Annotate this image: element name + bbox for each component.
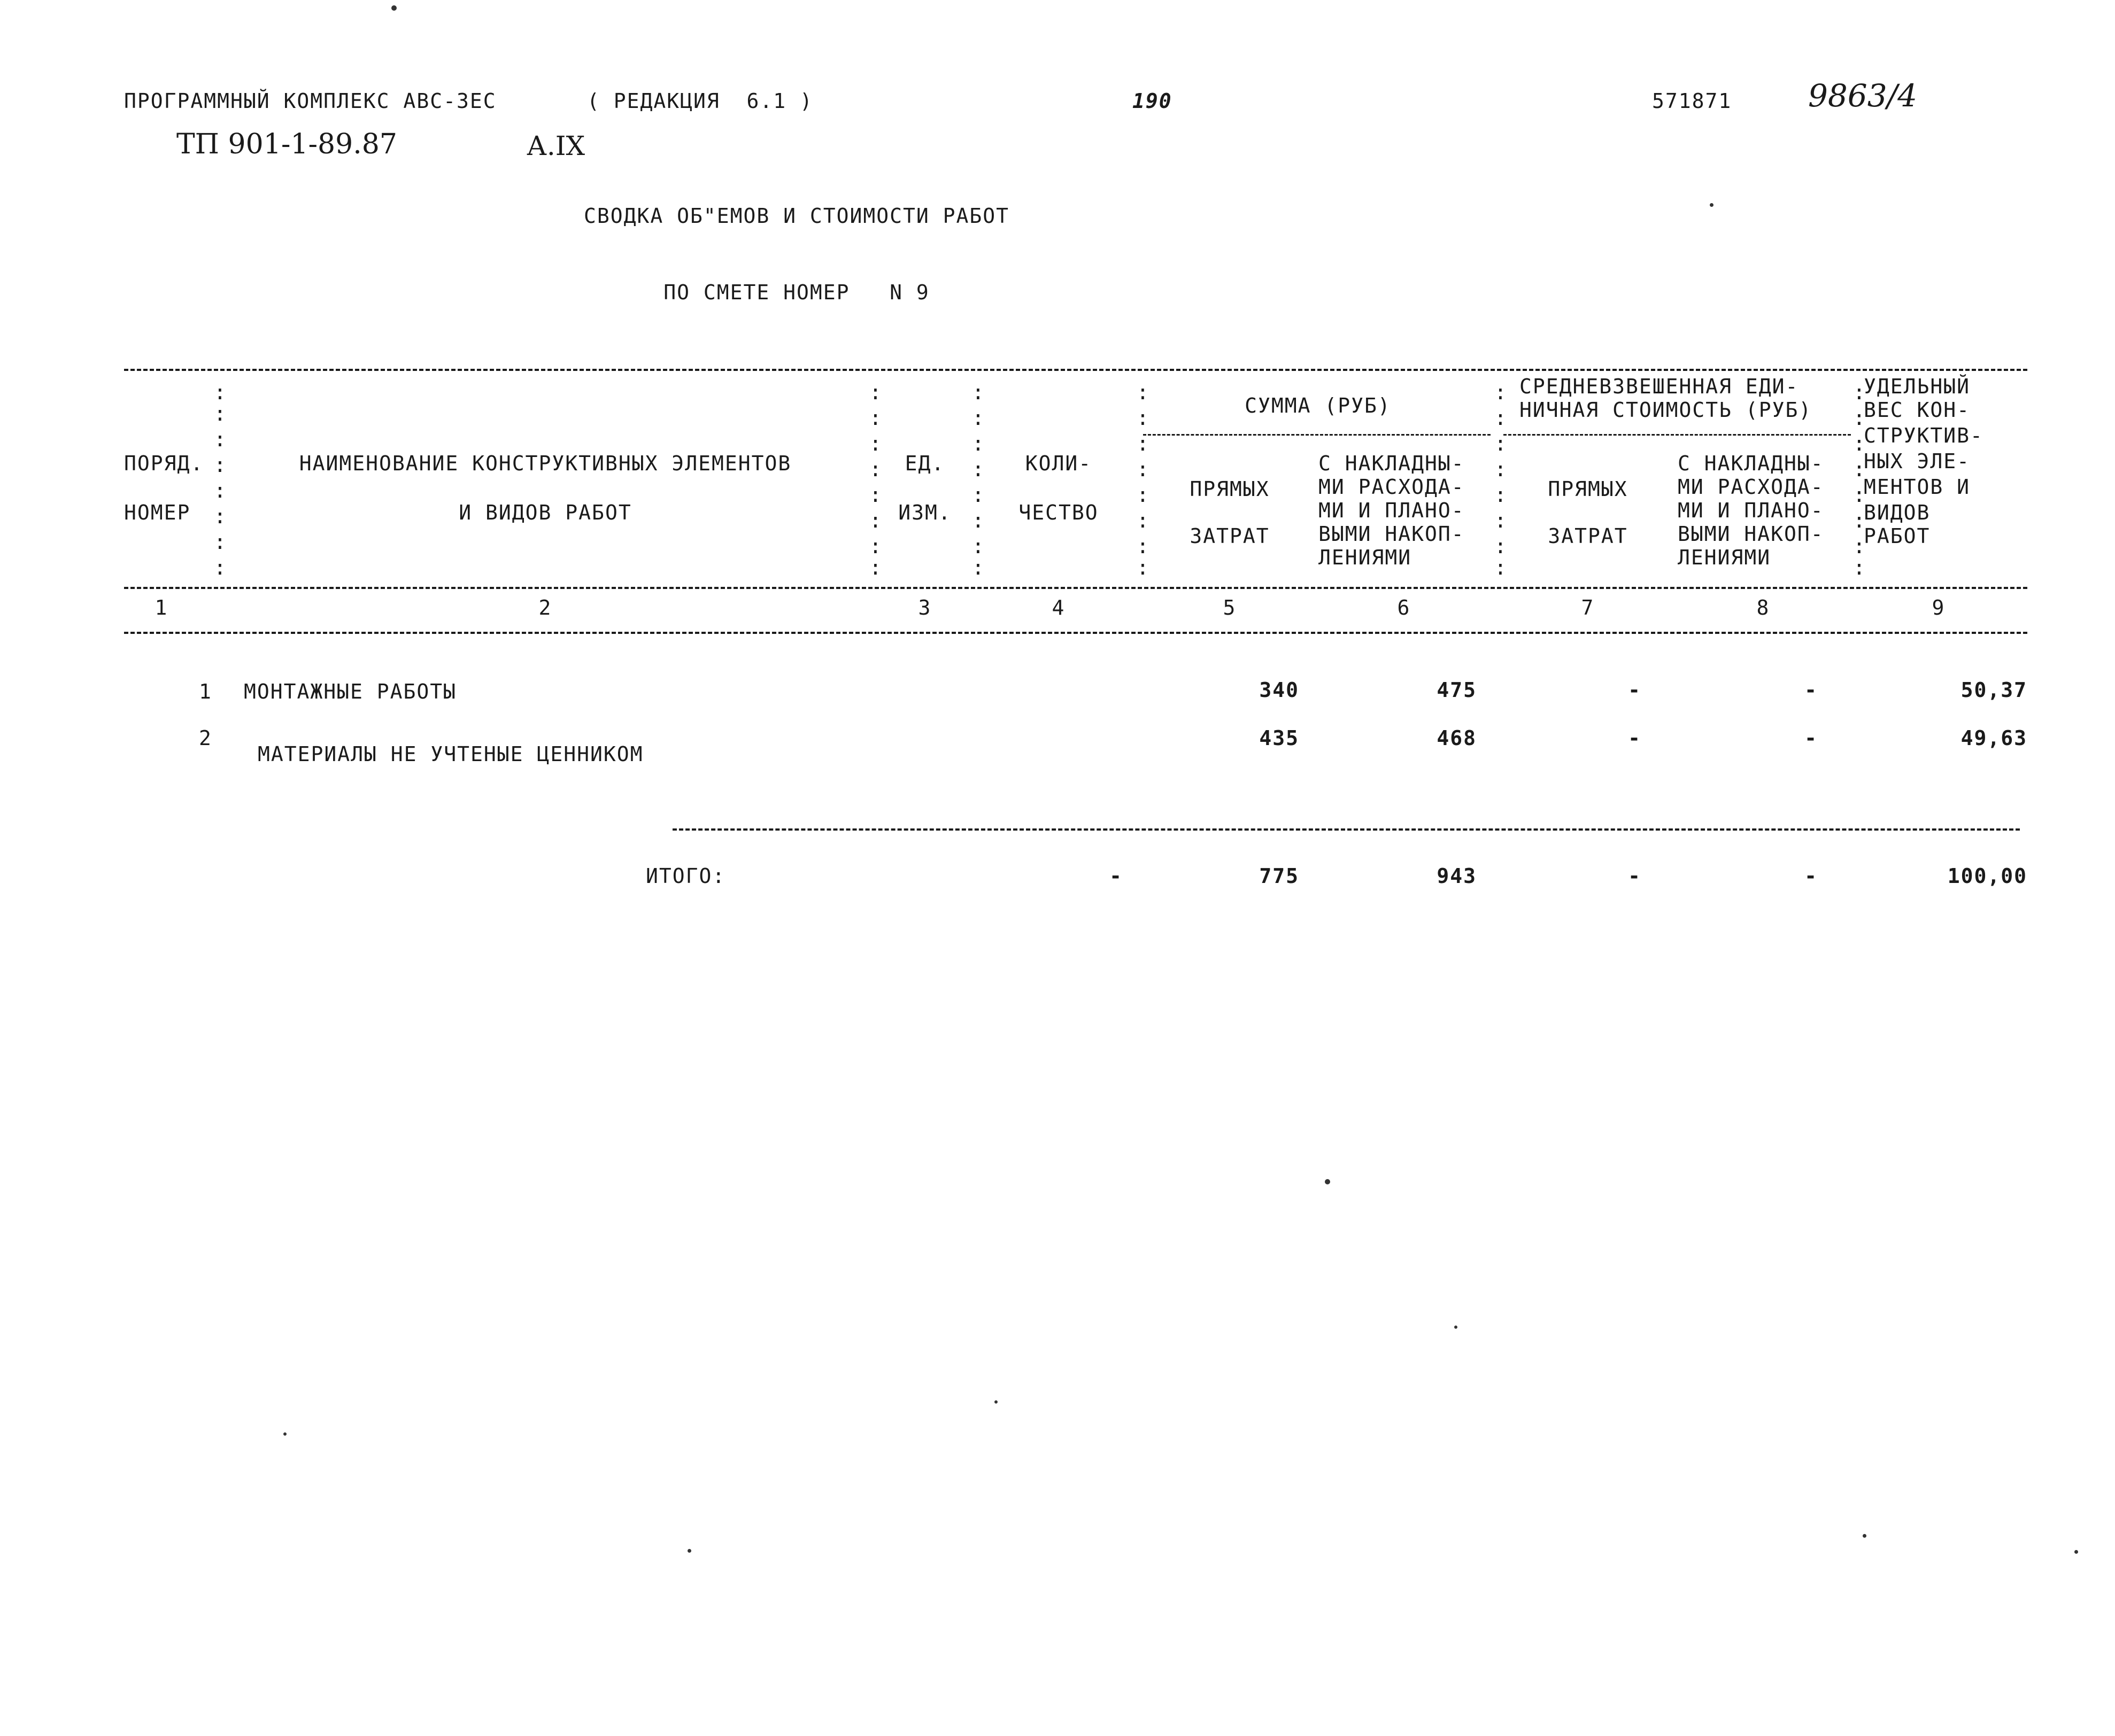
row-overhead-cost: 475: [1437, 678, 1477, 702]
row-avg-direct: -: [1628, 678, 1641, 702]
col-number-4: 4: [1052, 596, 1066, 619]
row-avg-overhead: -: [1804, 678, 1818, 702]
total-avg-overhead: -: [1804, 864, 1818, 888]
album-code: А.IX: [527, 130, 585, 161]
col-number-5: 5: [1223, 596, 1237, 619]
col1-header-line2: НОМЕР: [124, 501, 191, 524]
row-direct-cost: 340: [1259, 678, 1299, 702]
row-avg-overhead: -: [1804, 726, 1818, 750]
col3-header-line2: ИЗМ.: [898, 501, 952, 524]
col5-header-line1: ПРЯМЫХ: [1190, 477, 1270, 501]
col-number-6: 6: [1397, 596, 1411, 619]
col5-header-line2: ЗАТРАТ: [1190, 524, 1270, 548]
col-number-3: 3: [918, 596, 932, 619]
col7-header-line1: ПРЯМЫХ: [1548, 477, 1628, 501]
col6-header-line1: С НАКЛАДНЫ-: [1318, 452, 1465, 475]
col2-header-line2: И ВИДОВ РАБОТ: [459, 501, 632, 524]
col4-header-line2: ЧЕСТВО: [1018, 501, 1099, 524]
avg-group-header-line2: НИЧНАЯ СТОИМОСТЬ (РУБ): [1519, 398, 1812, 422]
total-overhead-cost: 943: [1437, 864, 1477, 888]
row-name: МАТЕРИАЛЫ НЕ УЧТЕНЫЕ ЦЕННИКОМ: [258, 742, 644, 766]
col9-header-line4: НЫХ ЭЛЕ-: [1864, 449, 1971, 473]
col-number-1: 1: [155, 596, 168, 619]
sum-group-header: СУММА (РУБ): [1245, 394, 1391, 417]
avg-group-rule: [1503, 434, 1851, 436]
total-avg-direct: -: [1628, 864, 1641, 888]
col3-header-line1: ЕД.: [905, 452, 945, 475]
page-subtitle: ПО СМЕТЕ НОМЕР N 9: [663, 281, 930, 304]
col-number-2: 2: [538, 596, 552, 619]
edition: ( РЕДАКЦИЯ 6.1 ): [587, 89, 813, 113]
col8-header-line1: С НАКЛАДНЫ-: [1678, 452, 1824, 475]
col1-header-line1: ПОРЯД.: [124, 452, 204, 475]
sum-group-rule: [1143, 434, 1491, 436]
col9-header-line5: МЕНТОВ И: [1864, 475, 1971, 499]
col-number-8: 8: [1756, 596, 1770, 619]
col8-header-line3: МИ И ПЛАНО-: [1678, 499, 1824, 522]
avg-group-header-line1: СРЕДНЕВЗВЕШЕННАЯ ЕДИ-: [1519, 375, 1799, 398]
col7-header-line2: ЗАТРАТ: [1548, 524, 1628, 548]
program-name: ПРОГРАММНЫЙ КОМПЛЕКС АВС-ЗЕС: [124, 89, 497, 113]
col9-header-line6: ВИДОВ: [1864, 501, 1931, 524]
col9-header-line7: РАБОТ: [1864, 524, 1931, 548]
col6-header-line3: МИ И ПЛАНО-: [1318, 499, 1465, 522]
total-quantity: -: [1109, 864, 1123, 888]
total-direct-cost: 775: [1259, 864, 1299, 888]
total-share: 100,00: [1947, 864, 2027, 888]
col8-header-line4: ВЫМИ НАКОП-: [1678, 522, 1824, 546]
row-number: 2: [199, 726, 212, 750]
handwritten-number: 9863/4: [1808, 78, 1918, 114]
col8-header-line2: МИ РАСХОДА-: [1678, 475, 1824, 499]
row-share: 50,37: [1960, 678, 2027, 702]
col-number-9: 9: [1932, 596, 1946, 619]
row-direct-cost: 435: [1259, 726, 1299, 750]
row-name: МОНТАЖНЫЕ РАБОТЫ: [244, 680, 457, 703]
col8-header-line5: ЛЕНИЯМИ: [1678, 546, 1771, 569]
col2-header-line1: НАИМЕНОВАНИЕ КОНСТРУКТИВНЫХ ЭЛЕМЕНТОВ: [299, 452, 792, 475]
total-rule: [673, 828, 2020, 831]
col4-header-line1: КОЛИ-: [1025, 452, 1092, 475]
header-bottom-rule: [124, 587, 2027, 589]
row-share: 49,63: [1960, 726, 2027, 750]
col6-header-line4: ВЫМИ НАКОП-: [1318, 522, 1465, 546]
document-code: 571871: [1652, 89, 1732, 113]
col9-header-line1: УДЕЛЬНЫЙ: [1864, 375, 1971, 398]
col-number-7: 7: [1581, 596, 1595, 619]
table-top-rule: [124, 369, 2027, 371]
project-code: ТП 901-1-89.87: [176, 128, 397, 160]
total-label: ИТОГО:: [646, 864, 726, 888]
page-number: 190: [1132, 89, 1172, 113]
row-avg-direct: -: [1628, 726, 1641, 750]
row-overhead-cost: 468: [1437, 726, 1477, 750]
col6-header-line5: ЛЕНИЯМИ: [1318, 546, 1412, 569]
row-number: 1: [199, 680, 212, 703]
numbers-bottom-rule: [124, 632, 2027, 634]
col9-header-line2: ВЕС КОН-: [1864, 398, 1971, 422]
col9-header-line3: СТРУКТИВ-: [1864, 424, 1983, 447]
page-title: СВОДКА ОБ"ЕМОВ И СТОИМОСТИ РАБОТ: [583, 204, 1010, 228]
col6-header-line2: МИ РАСХОДА-: [1318, 475, 1465, 499]
